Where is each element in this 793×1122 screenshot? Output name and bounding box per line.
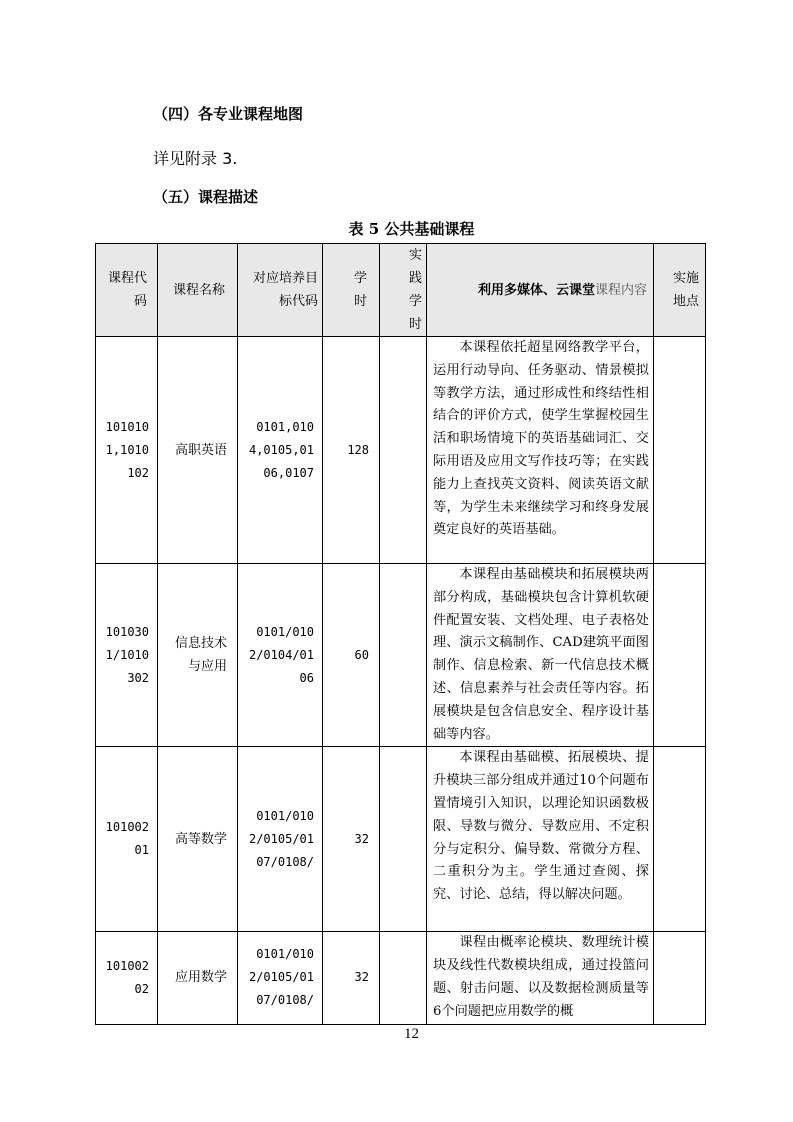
table-row [96, 337, 706, 564]
header-content-rest: 课程内容 [594, 282, 647, 298]
hours: 128 [323, 337, 380, 564]
section-heading-course-map: （四）各专业课程地图 [153, 105, 304, 123]
course-content: 本课程依托超星网络教学平台，运用行动导向、任务驱动、情景模拟等教学方法，通过形成性和终结性相结合的评价方式，使学生掌握校园生活和职场情境下的英语基础词汇、交际用语及应用文写作技巧等；在实践能力上查找英文资料、阅读英语文献等，为学生未来继续学习和终身发展奠定良好的英语基础。 [427, 337, 654, 564]
location [654, 564, 706, 747]
target-code: 0101,0104,0105,0106,0107 [238, 337, 323, 564]
table-caption: 表 5 公共基础课程 [348, 220, 475, 238]
practice-hours [380, 337, 427, 564]
practice-hours [380, 747, 427, 932]
hours: 32 [323, 932, 380, 1024]
course-name: 信息技术与应用 [158, 564, 238, 747]
header-content-bold: 利用多媒体、云课堂 [477, 282, 595, 298]
course-content: 课程由概率论模块、数理统计模块及线性代数模块组成，通过投篮问题、射击问题、以及数据检测质量等6个问题把应用数学的概 [427, 932, 654, 1024]
target-code: 0101/0102/0105/0107/0108/ [238, 747, 323, 932]
course-content: 本课程由基础模、拓展模块、提升模块三部分组成并通过10个问题布置情境引入知识，以理论知识函数极限、导数与微分、导数应用、不定积分与定积分、偏导数、常微分方程、二重积分为主。学生通过查阅、探究、讨论、总结，得以解决问题。 [427, 747, 654, 932]
location [654, 747, 706, 932]
header-course-code: 课程代码 [96, 244, 158, 337]
course-code: 10100202 [96, 932, 158, 1024]
hours: 60 [323, 564, 380, 747]
header-hours: 学时 [323, 244, 380, 337]
header-location: 实施地点 [654, 244, 706, 337]
public-basic-courses-table [95, 243, 706, 1025]
course-name: 应用数学 [158, 932, 238, 1024]
header-course-content [427, 244, 654, 337]
section-heading-course-description: （五）课程描述 [153, 188, 259, 206]
location [654, 932, 706, 1024]
practice-hours [380, 932, 427, 1024]
practice-hours [380, 564, 427, 747]
target-code: 0101/0102/0105/0107/0108/ [238, 932, 323, 1024]
header-practice-hours: 实践学时 [380, 244, 427, 337]
table-row [96, 932, 706, 1024]
appendix-reference: 详见附录 3. [153, 149, 238, 168]
hours: 32 [323, 747, 380, 932]
page-number: 12 [404, 1026, 419, 1042]
course-name: 高等数学 [158, 747, 238, 932]
course-name: 高职英语 [158, 337, 238, 564]
table-row [96, 564, 706, 747]
course-code: 1010101,1010102 [96, 337, 158, 564]
course-content: 本课程由基础模块和拓展模块两部分构成，基础模块包含计算机软硬件配置安装、文档处理、电子表格处理、演示文稿制作、CAD建筑平面图制作、信息检索、新一代信息技术概述、信息素养与社会责任等内容。拓展模块是包含信息安全、程序设计基础等内容。 [427, 564, 654, 747]
header-target-code: 对应培养目标代码 [238, 244, 323, 337]
course-code: 10100201 [96, 747, 158, 932]
course-code: 1010301/1010302 [96, 564, 158, 747]
table-row [96, 747, 706, 932]
header-course-name: 课程名称 [158, 244, 238, 337]
table-header-row [96, 244, 706, 337]
target-code: 0101/0102/0104/0106 [238, 564, 323, 747]
location [654, 337, 706, 564]
